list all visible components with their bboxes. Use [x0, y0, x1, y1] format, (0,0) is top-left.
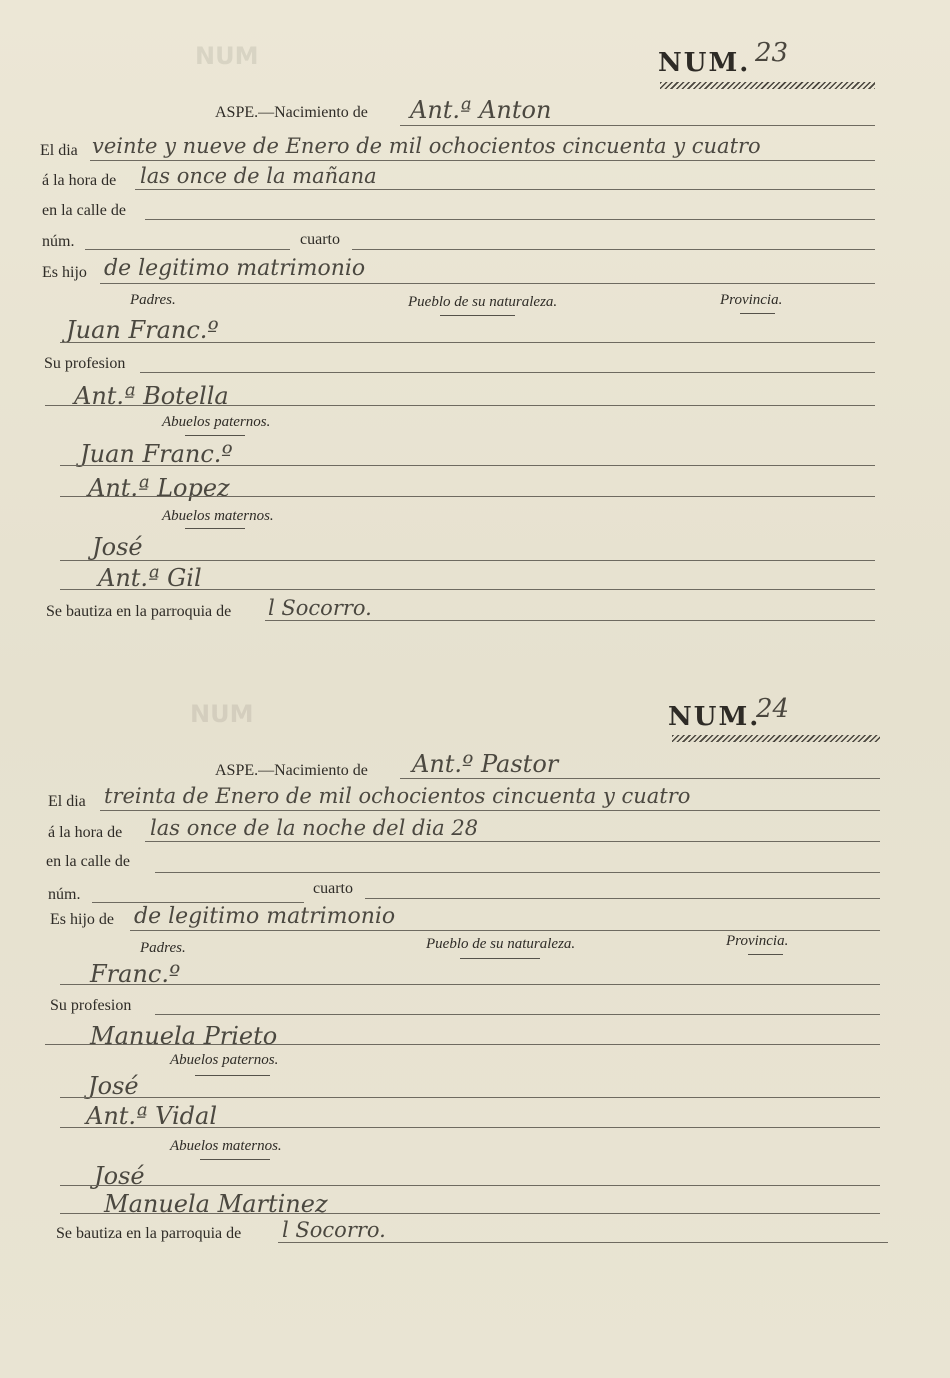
heading-underline: [185, 528, 245, 529]
field-line: [60, 1185, 880, 1186]
hora-value: las once de la mañana: [140, 164, 377, 188]
abuelos-paternos-label: Abuelos paternos.: [162, 414, 271, 430]
provincia-label: Provincia.: [726, 933, 789, 949]
child-name: Ant.º Pastor: [412, 750, 559, 778]
pueblo-label: Pueblo de su naturaleza.: [408, 294, 558, 310]
heading-underline: [460, 958, 540, 959]
calle-label: en la calle de: [46, 853, 130, 870]
parroquia-name: l Socorro.: [282, 1218, 386, 1242]
entry-number-value: 23: [755, 38, 789, 68]
abuela-materna: Manuela Martinez: [104, 1190, 328, 1218]
pueblo-label: Pueblo de su naturaleza.: [426, 936, 576, 952]
field-line: [60, 589, 875, 590]
header-label: ASPE.—Nacimiento de: [215, 762, 368, 779]
madre-name: Ant.ª Botella: [74, 382, 229, 410]
field-line: [92, 902, 304, 903]
abuelos-paternos-label: Abuelos paternos.: [170, 1052, 279, 1068]
field-line: [100, 283, 875, 284]
field-line: [60, 984, 880, 985]
heading-underline: [195, 1075, 270, 1076]
dia-label: El dia: [40, 142, 78, 159]
cuarto-label: cuarto: [313, 880, 353, 897]
profesion-label: Su profesion: [50, 997, 132, 1014]
dia-label: El dia: [48, 793, 86, 810]
birth-entry-23: [0, 0, 950, 660]
field-line: [60, 496, 875, 497]
field-line: [400, 778, 880, 779]
hora-label: á la hora de: [42, 172, 117, 189]
parroquia-name: l Socorro.: [268, 596, 372, 620]
heading-underline: [440, 315, 515, 316]
field-line: [45, 1044, 880, 1045]
padres-label: Padres.: [130, 292, 176, 308]
hijo-label: Es hijo: [42, 264, 87, 281]
birth-entry-24: [0, 650, 950, 1310]
hora-value: las once de la noche del dia 28: [150, 816, 479, 840]
num-field-label: núm.: [42, 233, 75, 250]
field-line: [100, 810, 880, 811]
field-line: [135, 189, 875, 190]
provincia-label: Provincia.: [720, 292, 783, 308]
field-line: [45, 405, 875, 406]
heading-underline: [748, 954, 783, 955]
header-label: ASPE.—Nacimiento de: [215, 104, 368, 121]
hora-label: á la hora de: [48, 824, 123, 841]
field-line: [352, 249, 875, 250]
field-line: [60, 1097, 880, 1098]
madre-name: Manuela Prieto: [90, 1022, 278, 1050]
field-line: [400, 125, 875, 126]
abuelos-maternos-label: Abuelos maternos.: [162, 508, 274, 524]
field-line: [60, 342, 875, 343]
abuela-paterna: Ant.ª Vidal: [86, 1102, 218, 1130]
field-line: [85, 249, 290, 250]
abuelo-paterno: José: [88, 1072, 139, 1100]
abuela-materna: Ant.ª Gil: [98, 564, 202, 592]
padres-label: Padres.: [140, 940, 186, 956]
abuelo-materno: José: [92, 533, 143, 561]
entry-number-label: NUM.: [668, 702, 761, 732]
child-name: Ant.ª Anton: [410, 96, 552, 124]
hijo-value: de legitimo matrimonio: [134, 904, 396, 929]
field-line: [145, 219, 875, 220]
field-line: [365, 898, 880, 899]
heading-underline: [740, 313, 775, 314]
decorative-rule: [660, 82, 875, 89]
entry-number-label: NUM.: [658, 48, 751, 78]
calle-label: en la calle de: [42, 202, 126, 219]
field-line: [278, 1242, 888, 1243]
field-line: [60, 465, 875, 466]
field-line: [140, 372, 875, 373]
profesion-label: Su profesion: [44, 355, 126, 372]
padre-name: Franc.º: [90, 960, 181, 988]
dia-value: veinte y nueve de Enero de mil ochocientos cincuenta y cuatro: [92, 134, 761, 158]
heading-underline: [200, 1159, 270, 1160]
field-line: [60, 1127, 880, 1128]
bleed-through-mark: NUM: [190, 700, 254, 728]
field-line: [90, 160, 875, 161]
heading-underline: [185, 435, 245, 436]
entry-number-value: 24: [756, 694, 790, 724]
bautiza-label: Se bautiza en la parroquia de: [46, 603, 232, 620]
abuela-paterna: Ant.ª Lopez: [88, 474, 230, 502]
padre-name: Juan Franc.º: [66, 316, 219, 344]
field-line: [60, 1213, 880, 1214]
hijo-label: Es hijo de: [50, 911, 114, 928]
abuelos-maternos-label: Abuelos maternos.: [170, 1138, 282, 1154]
field-line: [155, 1014, 880, 1015]
abuelo-paterno: Juan Franc.º: [80, 440, 233, 468]
hijo-value: de legitimo matrimonio: [104, 256, 366, 281]
field-line: [145, 841, 880, 842]
dia-value: treinta de Enero de mil ochocientos cincuenta y cuatro: [104, 784, 691, 808]
bleed-through-mark: NUM: [195, 42, 259, 70]
field-line: [155, 872, 880, 873]
field-line: [60, 560, 875, 561]
abuelo-materno: José: [94, 1162, 145, 1190]
decorative-rule: [672, 735, 880, 742]
cuarto-label: cuarto: [300, 231, 340, 248]
field-line: [130, 930, 880, 931]
num-field-label: núm.: [48, 886, 81, 903]
field-line: [265, 620, 875, 621]
bautiza-label: Se bautiza en la parroquia de: [56, 1225, 242, 1242]
